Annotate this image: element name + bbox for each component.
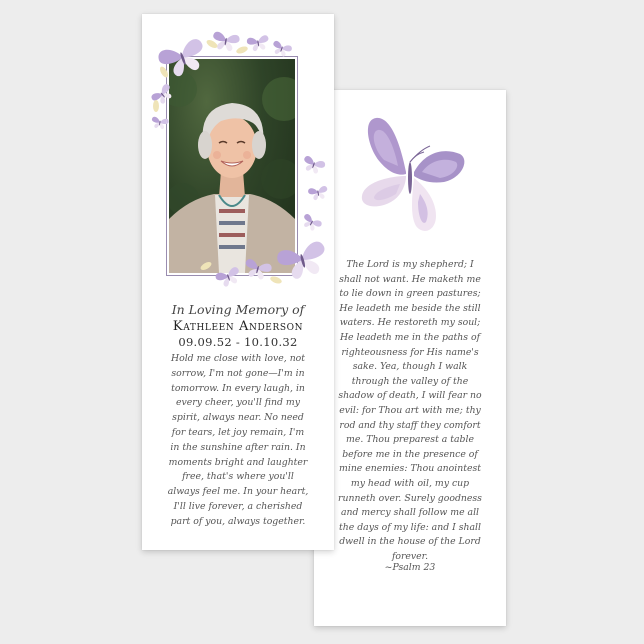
- poem-line: I'll live forever, a cherished: [173, 500, 303, 512]
- poem-line: sorrow, I'm not gone—I'm in: [171, 367, 305, 379]
- deceased-name: Kathleen Anderson: [172, 319, 304, 334]
- butterfly-icon: [301, 155, 326, 176]
- poem-line: free, that's where you'll: [182, 471, 294, 483]
- psalm-line: dwell in the house of the Lord: [339, 536, 481, 548]
- memorial-card-back: [314, 90, 506, 626]
- psalm-text: [322, 258, 498, 564]
- psalm-line: my head with oil, my cup: [350, 477, 470, 489]
- poem-line: always feel me. In your heart,: [167, 486, 309, 498]
- memorial-card-front: [142, 14, 334, 550]
- poem-line: spirit, always near. No need: [172, 412, 304, 424]
- psalm-line: forever.: [391, 550, 429, 562]
- psalm-line: me. Thou preparest a table: [346, 434, 474, 446]
- psalm-line: He leadeth me beside the still: [339, 302, 481, 314]
- psalm-reference: ~Psalm 23: [384, 562, 436, 573]
- psalm-line: mine enemies: Thou anointest: [339, 463, 481, 475]
- poem-line: Hold me close with love, not: [170, 353, 306, 364]
- poem-line: every cheer, you'll find my: [176, 397, 300, 409]
- psalm-line: The Lord is my shepherd; I: [346, 259, 474, 270]
- psalm-line: He leadeth me in the paths of: [339, 331, 481, 343]
- poem-line: tomorrow. In every laugh, in: [171, 382, 305, 394]
- poem-line: for tears, let joy remain, I'm: [171, 426, 305, 438]
- psalm-line: evil: for Thou art with me; thy: [339, 404, 481, 416]
- memorial-heading-block: [142, 302, 334, 350]
- psalm-line: sake. Yea, though I walk: [352, 361, 468, 373]
- psalm-line: shadow of death, I will fear no: [338, 390, 482, 402]
- butterfly-icon: [211, 31, 240, 53]
- butterfly-icon: [354, 112, 466, 242]
- psalm-line: righteousness for His name's: [341, 346, 479, 358]
- memorial-poem: [154, 352, 322, 530]
- butterfly-icon: [246, 35, 270, 53]
- psalm-line: through the valley of the: [351, 375, 469, 387]
- psalm-line: shall not want. He maketh me: [339, 273, 481, 285]
- psalm-line: rod and thy staff they comfort: [339, 419, 481, 431]
- memorial-heading: In Loving Memory of: [171, 302, 305, 317]
- psalm-line: runneth over. Surely goodness: [338, 492, 482, 504]
- poem-line: part of you, always together.: [170, 515, 306, 527]
- psalm-line: to lie down in green pastures;: [339, 288, 481, 300]
- butterfly-icon: [308, 185, 329, 201]
- butterfly-icon: [300, 213, 323, 233]
- portrait-illustration: [169, 59, 295, 273]
- poem-line: in the sunshine after rain. In: [170, 441, 306, 453]
- psalm-line: before me in the presence of: [342, 448, 478, 460]
- life-dates: 09.09.52 - 10.10.32: [178, 335, 298, 349]
- psalm-line: waters. He restoreth my soul;: [339, 317, 481, 329]
- portrait-photo: [169, 59, 295, 273]
- poem-line: moments bright and laughter: [168, 456, 308, 468]
- psalm-line: and mercy shall follow me all: [340, 507, 480, 519]
- psalm-line: the days of my life: and I shall: [339, 521, 481, 533]
- photo-frame: [166, 56, 298, 276]
